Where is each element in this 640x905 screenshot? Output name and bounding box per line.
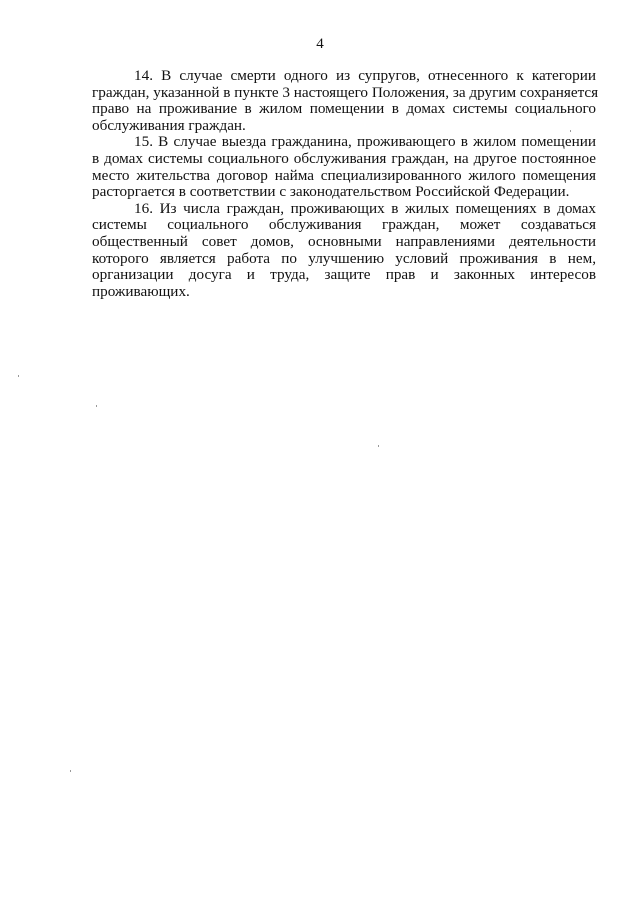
text-line: организации досуга и труда, защите прав и законных интересов xyxy=(92,266,596,284)
paragraph-15 xyxy=(92,134,596,200)
document-body xyxy=(92,67,599,300)
scan-speck xyxy=(570,130,571,132)
page-number: 4 xyxy=(316,36,324,52)
text-line: 16. Из числа граждан, проживающих в жилых помещениях в домах xyxy=(134,199,596,217)
text-line: 14. В случае смерти одного из супругов, отнесенного к категории xyxy=(134,67,596,84)
text-line: общественный совет домов, основными направлениями деятельности xyxy=(92,232,596,250)
text-line: расторгается в соответствии с законодательством Российской Федерации. xyxy=(92,183,570,201)
paragraph-16 xyxy=(92,201,596,301)
scan-speck xyxy=(96,405,97,407)
text-line: место жительства договор найма специализированного жилого помещения xyxy=(92,166,596,184)
text-line: системы социального обслуживания граждан, может создаваться xyxy=(92,216,596,234)
text-line: в домах системы социального обслуживания граждан, на другое постоянное xyxy=(92,149,596,167)
text-line: право на проживание в жилом помещении в домах системы социального xyxy=(92,100,596,118)
text-line: 15. В случае выезда гражданина, проживающего в жилом помещении xyxy=(134,133,596,151)
text-line: обслуживания граждан. xyxy=(92,116,246,134)
scan-speck xyxy=(70,770,71,772)
scan-speck xyxy=(18,375,19,377)
text-line: граждан, указанной в пункте 3 настоящего Положения, за другим сохраняется xyxy=(92,83,599,101)
text-line: проживающих. xyxy=(92,282,190,300)
paragraph-14 xyxy=(92,67,599,134)
scan-speck xyxy=(378,445,379,447)
text-line: которого является работа по улучшению условий проживания в нем, xyxy=(92,249,596,267)
